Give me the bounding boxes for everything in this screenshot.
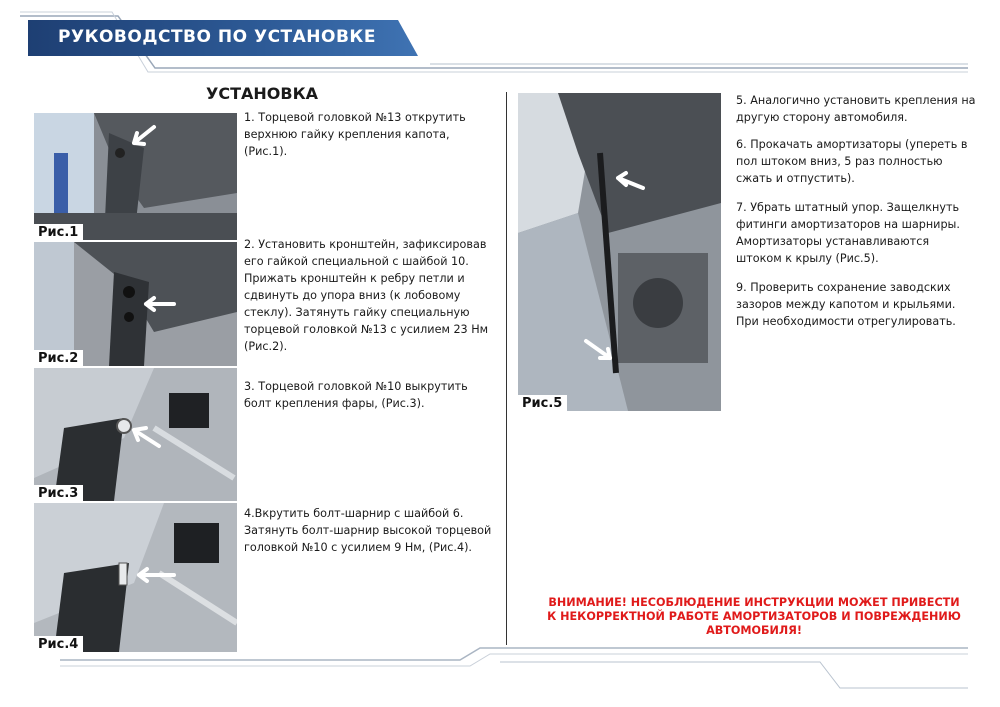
figure-4-photo [34,503,237,652]
figure-2-label: Рис.2 [34,350,83,366]
step-3-text: 3. Торцевой головкой №10 выкрутить болт крепления фары, (Рис.3). [244,380,468,410]
step-9-text: 9. Проверить сохранение заводских зазоров между капотом и крыльями. При необходимости отрегулировать. [736,281,956,328]
figure-5-photo [518,93,721,411]
step-5-text: 5. Аналогично установить крепления на другую сторону автомобиля. [736,94,976,124]
figure-1-photo [34,113,237,240]
figure-4-label: Рис.4 [34,636,83,652]
step-4-text: 4.Вкрутить болт-шарнир с шайбой 6. Затянуть болт-шарнир высокой торцевой головкой №10 с усилием 9 Нм, (Рис.4). [244,507,492,554]
figure-3-photo [34,368,237,501]
warning-text: ВНИМАНИЕ! НЕСОБЛЮДЕНИЕ ИНСТРУКЦИИ МОЖЕТ ПРИВЕСТИ К НЕКОРРЕКТНОЙ РАБОТЕ АМОРТИЗАТОРОВ И ПОВРЕЖДЕНИЮ АВТОМОБИЛЯ! [547,596,961,637]
step-1-text: 1. Торцевой головкой №13 открутить верхнюю гайку крепления капота, (Рис.1). [244,111,466,158]
step-6-text: 6. Прокачать амортизаторы (упереть в пол штоком вниз, 5 раз полностью сжать и отпустить). [736,138,968,185]
step-7-text: 7. Убрать штатный упор. Защелкнуть фитинги амортизаторов на шарниры. Амортизаторы устанавливаются штоком к крылу (Рис.5). [736,201,960,265]
section-title: УСТАНОВКА [206,84,319,103]
page-title: РУКОВОДСТВО ПО УСТАНОВКЕ [58,27,376,47]
column-divider [506,92,507,645]
figure-2-photo [34,242,237,366]
figure-5-label: Рис.5 [518,395,567,411]
step-2-text: 2. Установить кронштейн, зафиксировав его гайкой специальной с шайбой 10. Прижать кронштейн к ребру петли и сдвинуть до упора вниз (к лобовому стеклу). Затянуть гайку специальную торцевой головкой №13 с усилием 23 Нм (Рис.2). [244,238,489,353]
footer-decoration [0,640,1000,707]
figure-1-label: Рис.1 [34,224,83,240]
figure-3-label: Рис.3 [34,485,83,501]
